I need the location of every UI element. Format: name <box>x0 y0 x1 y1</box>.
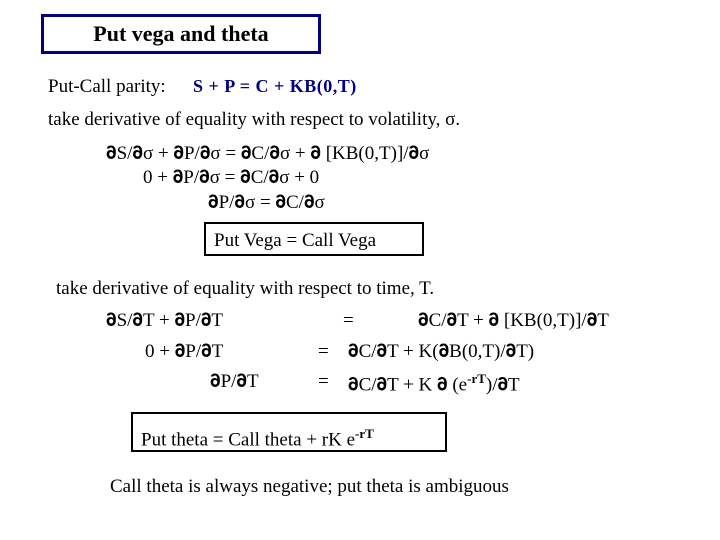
conclusion-text: Call theta is always negative; put theta is ambiguous <box>110 476 509 497</box>
vega-line-3: 𝛛P/𝛛σ = 𝛛C/𝛛σ <box>208 192 325 213</box>
put-vega-result <box>204 222 424 256</box>
theta-line-2-left: 0 + 𝛛P/𝛛T <box>145 341 224 362</box>
put-theta-exponent: -rT <box>355 426 374 441</box>
parity-equation: S + P = C + KB(0,T) <box>193 76 357 96</box>
theta-line-2-right: 𝛛C/𝛛T + K(𝛛B(0,T)/𝛛T) <box>348 341 535 362</box>
theta-line-2-eq: = <box>318 341 329 362</box>
vega-line-2: 0 + 𝛛P/𝛛σ = 𝛛C/𝛛σ + 0 <box>143 167 320 188</box>
parity-label: Put-Call parity: <box>48 76 166 97</box>
slide-title: Put vega and theta <box>41 14 321 54</box>
theta-intro: take derivative of equality with respect to time, T. <box>56 278 435 299</box>
theta-line-3-eq: = <box>318 371 329 392</box>
vega-intro: take derivative of equality with respect to volatility, σ. <box>48 109 461 130</box>
theta-line-3-left: 𝛛P/𝛛T <box>210 371 259 392</box>
theta-line-3-tail: )/𝛛T <box>485 374 520 396</box>
theta-line-1-right: 𝛛C/𝛛T + 𝛛 [KB(0,T)]/𝛛T <box>418 310 609 331</box>
theta-line-1-left: 𝛛S/𝛛T + 𝛛P/𝛛T <box>106 310 224 331</box>
theta-line-3-right <box>348 371 520 396</box>
theta-line-1-eq: = <box>343 310 354 331</box>
put-theta-result <box>131 412 447 452</box>
vega-line-1: 𝛛S/𝛛σ + 𝛛P/𝛛σ = 𝛛C/𝛛σ + 𝛛 [KB(0,T)]/𝛛σ <box>106 143 430 164</box>
put-theta-result-text: Put theta = Call theta + rK e <box>141 429 356 451</box>
theta-line-3-exponent: -rT <box>467 371 486 386</box>
put-vega-result-text: Put Vega = Call Vega <box>214 230 377 251</box>
theta-line-3-main: 𝛛C/𝛛T + K 𝛛 (e <box>348 374 468 396</box>
